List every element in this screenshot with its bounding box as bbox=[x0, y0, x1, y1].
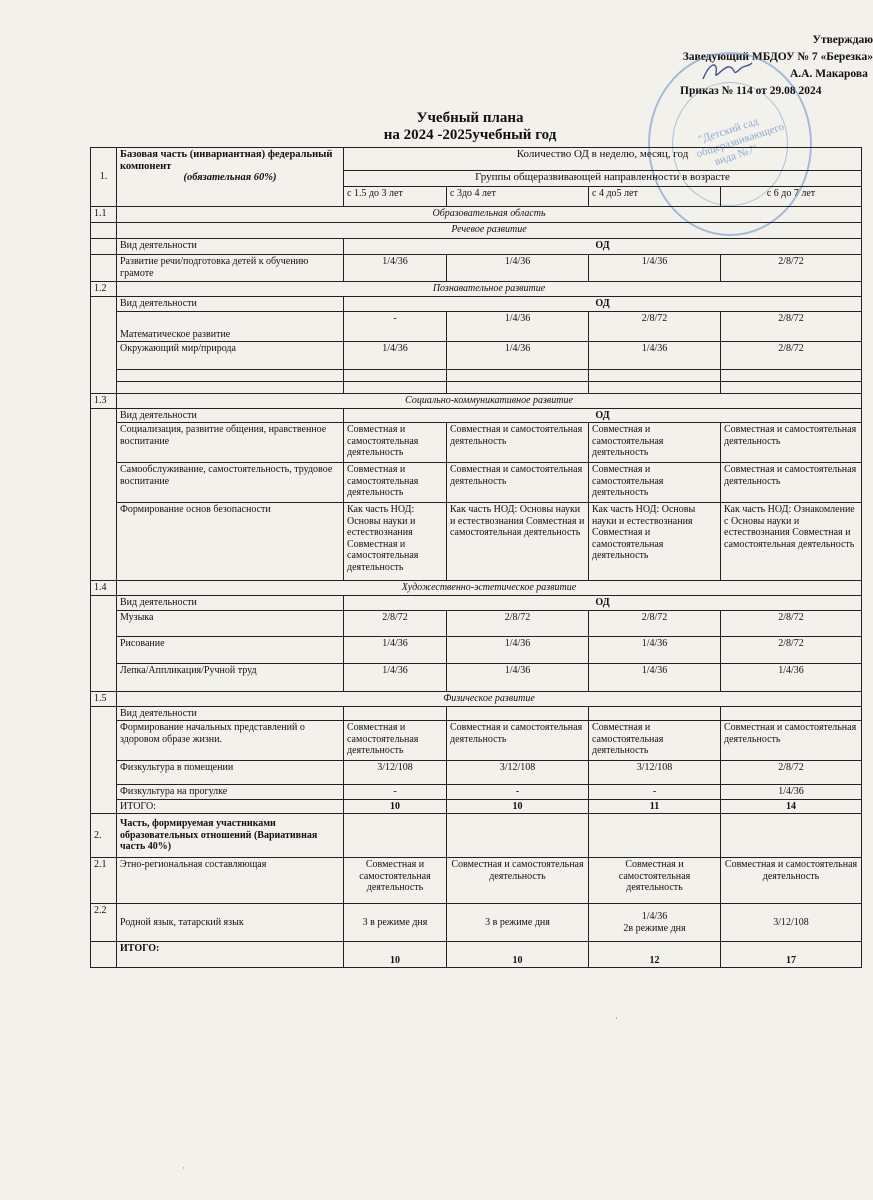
header-row bbox=[91, 148, 862, 171]
section-title: Образовательная область bbox=[117, 207, 862, 223]
section-title: Физическое развитие bbox=[117, 691, 862, 706]
table-row: Физкультура в помещении 3/12/108 3/12/108 3/12/108 2/8/72 bbox=[91, 761, 862, 785]
section-number: 1. bbox=[91, 148, 117, 207]
part2-row: 2. Часть, формируемая участниками образовательных отношений (Вариативная часть 40%) bbox=[91, 814, 862, 858]
totals-row: ИТОГО: 10 10 11 14 bbox=[91, 799, 862, 814]
table-row: Окружающий мир/природа 1/4/36 1/4/36 1/4/36 2/8/72 bbox=[91, 342, 862, 370]
totals-row: ИТОГО: 10 10 12 17 bbox=[91, 942, 862, 968]
approval-line2: Заведующий МБДОУ № 7 «Березка» bbox=[682, 51, 873, 63]
ages-row: с 1.5 до 3 лет с 3до 4 лет с 4 до5 лет с 6 до 7 лет bbox=[91, 187, 862, 207]
page-title: Учебный плана на 2024 -2025учебный год bbox=[383, 110, 557, 143]
table-row: Формирование начальных представлений о здоровом образе жизни. Совместная и самостоятельная деятельность Совместная и самостоятельная деятельность Совместная и самостоятельная деятельность Совместная и самостоятельная деятельность bbox=[91, 721, 862, 761]
part-title: Базовая часть (инвариантная) федеральный компонент (обязательная 60%) bbox=[117, 148, 344, 207]
table-row: Математическое развитие - 1/4/36 2/8/72 2/8/72 bbox=[91, 312, 862, 342]
table-row: Рисование 1/4/36 1/4/36 1/4/36 2/8/72 bbox=[91, 636, 862, 663]
approval-line4: Приказ № 114 от 29.08 2024 bbox=[680, 85, 822, 97]
table-row: Формирование основ безопасности Как часть НОД: Основы науки и естествознания Совместная и самостоятельная деятельность Как часть НОД: Основы науки и естествознания Совместная и самостоятельная деятельность Как часть НОД: Основы науки и естествознания Совместная и самостоятельная деятельность Как часть НОД: Ознакомление с Основы науки и естествознания Совместная и самостоятельная деятельность bbox=[91, 503, 862, 581]
table-row: Развитие речи/подготовка детей к обучению грамоте 1/4/36 1/4/36 1/4/36 2/8/72 bbox=[91, 255, 862, 282]
study-plan-table: 1. Базовая часть (инвариантная) федеральный компонент (обязательная 60%) Количество ОД в неделю, месяц, год Группы общеразвивающей направленности в возрасте с 1.5 до 3 лет с 3до 4 лет с 4 до5 лет с 6 до 7 лет 1.1 Образовательная область Речевое развитие Вид деятельности ОД Развитие речи/подготовка детей к обучению грамоте 1/4/36 1/4/36 1/4/36 2/8/72 1.2 Познавательное развитие Вид деятельности ОД Математическое развитие - 1/4/36 2/8/72 2/8/72 Окружающий мир/природа 1/4/36 1/4/36 1/4/36 2/8/72 1.3 Социально-коммуникативное развитие Вид деятельности ОД Социализация, развитие общения, нравственное воспитание Совместная и самостоятельная деятельность Совместная и самостоятельная деятельность Совместная и самостоятельная деятельность Совместная и самостоятельная деятельность Самообслуживание, самостоятельность, трудовое воспитание Совместная и самостоятельная деятельность Совместная и самостоятельная деятельность Совместная и самостоятельная деятельность Совместная и самостоятельная деятельность Формирование основ безопасности Как часть НОД: Основы науки и естествознания Совместная и самостоятельная деятельность Как часть НОД: Основы науки и естествознания Совместная и самостоятельная деятельность Как часть НОД: Основы науки и естествознания Совместная и самостоятельная деятельность Как часть НОД: Ознакомление с Основы науки и естествознания Совместная и самостоятельная деятельность 1.4 Художественно-эстетическое развитие Вид деятельности ОД Музыка 2/8/72 2/8/72 2/8/72 2/8/72 Рисование 1/4/36 1/4/36 1/4/36 2/8/72 Лепка/Аппликация/Ручной труд 1/4/36 1/4/36 1/4/36 1/4/36 1.5 Физическое развитие Вид деятельности Формирование начальных представлений о здоровом образе жизни. Совместная и самостоятельная деятельность Совместная и самостоятельная деятельность Совместная и самостоятельная деятельность Совместная и самостоятельная деятельность Физкультура в помещении 3/12/108 3/12/108 3/12/108 2/8/72 Физкультура на прогулке - - - 1/4/36 ИТОГО: 10 10 11 14 2. Часть, формируемая участниками образовательных отношений (Вариативная часть 40%) 2.1 Этно-региональная составляющая Совместная и самостоятельная деятельность Совместная и самостоятельная деятельность Совместная и самостоятельная деятельность Совместная и самостоятельная деятельность 2.2 Родной язык, татарский язык 3 в режиме дня 3 в режиме дня 1/4/36 2в режиме дня 3/12/108 ИТОГО: 10 10 12 17 bbox=[90, 147, 862, 968]
seal-text: "Детский сад общеразвивающего вида №7" bbox=[694, 115, 786, 169]
table-row: Музыка 2/8/72 2/8/72 2/8/72 2/8/72 bbox=[91, 610, 862, 636]
section-title: Социально-коммуникативное развитие bbox=[117, 394, 862, 409]
section-title: Познавательное развитие bbox=[117, 282, 862, 297]
part2-title: Часть, формируемая участниками образовательных отношений (Вариативная часть 40%) bbox=[117, 814, 344, 858]
section-title: Художественно-эстетическое развитие bbox=[117, 581, 862, 596]
table-row: Физкультура на прогулке - - - 1/4/36 bbox=[91, 785, 862, 800]
speck: · bbox=[182, 1163, 185, 1173]
table-row: Самообслуживание, самостоятельность, трудовое воспитание Совместная и самостоятельная деятельность Совместная и самостоятельная деятельность Совместная и самостоятельная деятельность Совместная и самостоятельная деятельность bbox=[91, 463, 862, 503]
approval-line3: А.А. Макарова bbox=[790, 68, 868, 80]
table-row: 2.2 Родной язык, татарский язык 3 в режиме дня 3 в режиме дня 1/4/36 2в режиме дня 3/12/108 bbox=[91, 904, 862, 942]
count-label: Количество ОД в неделю, месяц, год bbox=[344, 148, 862, 171]
speck: · bbox=[615, 1013, 618, 1023]
section-subtitle: Речевое развитие bbox=[117, 223, 862, 239]
table-row: Лепка/Аппликация/Ручной труд 1/4/36 1/4/36 1/4/36 1/4/36 bbox=[91, 663, 862, 691]
groups-label: Группы общеразвивающей направленности в возрасте bbox=[344, 171, 862, 187]
approval-line1: Утверждаю bbox=[812, 34, 873, 46]
table-row: 2.1 Этно-региональная составляющая Совместная и самостоятельная деятельность Совместная и самостоятельная деятельность Совместная и самостоятельная деятельность Совместная и самостоятельная деятельность bbox=[91, 858, 862, 904]
table-row: Социализация, развитие общения, нравственное воспитание Совместная и самостоятельная деятельность Совместная и самостоятельная деятельность Совместная и самостоятельная деятельность Совместная и самостоятельная деятельность bbox=[91, 423, 862, 463]
